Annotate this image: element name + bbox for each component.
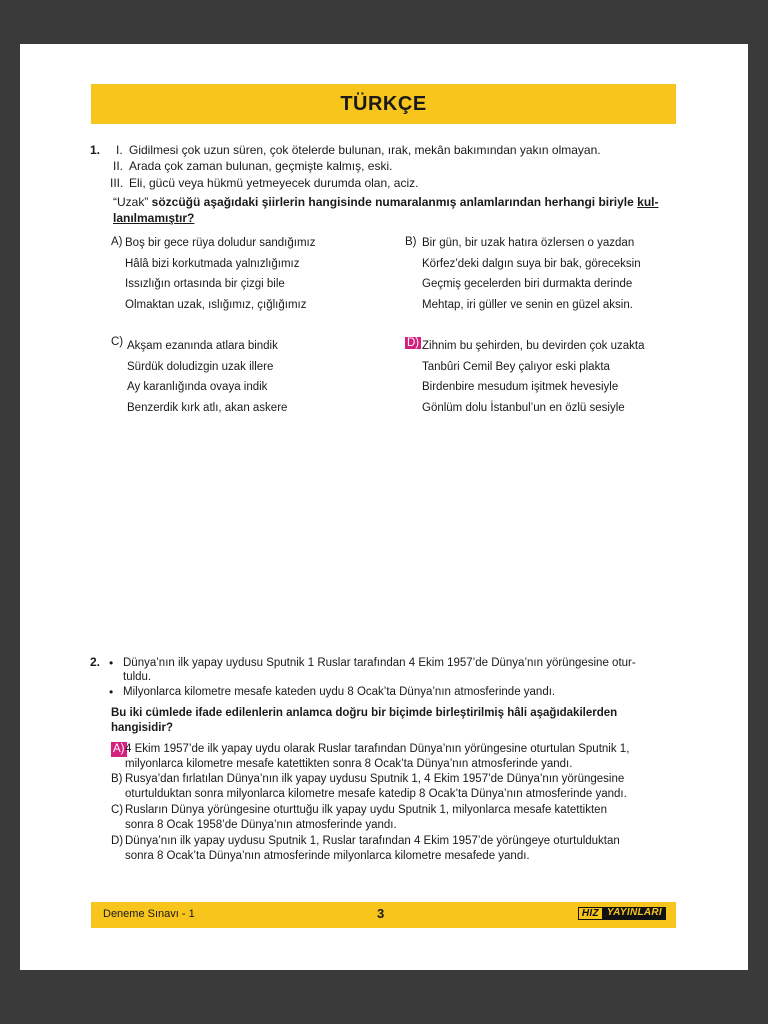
page-footer [91,902,676,928]
option-text: sonra 8 Ocak’ta Dünya’nın atmosferinde milyonlarca kilometre mesafede yandı. [125,850,530,862]
numbered-meaning: Eli, gücü veya hükmü yetmeyecek durumda olan, aciz. [129,176,419,190]
stem-continuation: lanılmamıştır? [113,211,195,225]
poem-line: Mehtap, iri güller ve senin en güzel aksin. [422,298,633,311]
option-label-marked: D) [407,337,420,349]
premise-continuation: tuldu. [123,671,152,683]
option-text: sonra 8 Ocak 1958’de Dünya’nın atmosferinde yandı. [125,819,397,831]
question-stem [113,194,659,210]
roman-numeral: I. [116,143,123,157]
stem-quote: “Uzak” [113,195,149,209]
option-label: B) [111,773,123,785]
exam-page [20,44,748,970]
exam-name: Deneme Sınavı - 1 [103,908,195,920]
premise-sentence: Milyonlarca kilometre mesafe kateden uydu 8 Ocak’ta Dünya’nın atmosferinde yandı. [123,686,556,698]
logo-part: YAYINLARI [603,907,666,920]
poem-line: Benzerdik kırk atlı, akan askere [127,401,288,414]
option-text: oturtulduktan sonra milyonlarca kilometre mesafe katedip 8 Ocak’ta Dünya’nın atmosferinde yandı. [125,788,627,800]
poem-line: Hâlâ bizi korkutmada yalnızlığımız [125,257,300,270]
option-label: C) [111,336,124,348]
poem-line: Bir gün, bir uzak hatıra özlersen o yazdan [422,237,635,249]
poem-line: Issızlığın ortasında bir çizgi bile [125,278,285,290]
poem-line: Olmaktan uzak, ıslığımız, çığlığımız [125,298,307,311]
bullet-icon: • [109,656,114,670]
roman-numeral: II. [113,159,124,173]
option-text: Rusya’dan fırlatılan Dünya’nın ilk yapay uydusu Sputnik 1, 4 Ekim 1957’de Dünya’nın yörüngesine [125,773,625,785]
poem-line: Geçmiş gecelerden biri durmakta derinde [422,278,633,290]
option-label-marked: A) [113,743,125,755]
poem-line: Zihnim bu şehirden, bu devirden çok uzakta [422,340,645,352]
publisher-logo [578,907,666,920]
premise-sentence: Dünya’nın ilk yapay uydusu Sputnik 1 Ruslar tarafından 4 Ekim 1957’de Dünya’nın yörüngesine otur- [123,657,636,669]
option-text: milyonlarca kilometre mesafe katettikten sonra 8 Ocak’ta Dünya’nın atmosferinde yandı. [125,758,573,770]
poem-line: Birdenbire mesudum işitmek hevesiyle [422,381,619,393]
option-text: Dünya’nın ilk yapay uydusu Sputnik 1, Ruslar tarafından 4 Ekim 1957’de yörüngeye oturtulduktan [125,835,620,847]
stem-text: sözcüğü aşağıdaki şiirlerin hangisinde numaralanmış anlamlarından herhangi biriyle [148,195,638,209]
option-text: 4 Ekim 1957’de ilk yapay uydu olarak Ruslar tarafından Dünya’nın yörüngesine oturtulan Sputnik 1, [125,743,630,755]
stem-underlined: kul- [637,195,659,209]
question-number: 2. [90,655,101,669]
option-label: A) [111,236,123,248]
poem-line: Gönlüm dolu İstanbul’un en özlü sesiyle [422,401,625,414]
subject-title: TÜRKÇE [340,92,427,115]
poem-line: Körfez’deki dalgın suya bir bak, göreceksin [422,257,641,270]
option-label: D) [111,835,124,847]
roman-numeral: III. [110,176,124,190]
poem-line: Boş bir gece rüya doludur sandığımız [125,237,316,249]
poem-line: Tanbûri Cemil Bey çalıyor eski plakta [422,360,610,373]
option-label: B) [405,236,417,248]
numbered-meaning: Gidilmesi çok uzun süren, çok ötelerde bulunan, ırak, mekân bakımından yakın olmayan. [129,143,601,157]
numbered-meaning: Arada çok zaman bulunan, geçmişte kalmış, eski. [129,159,393,173]
page-number: 3 [377,906,385,921]
option-label: C) [111,804,124,816]
poem-line: Ay karanlığında ovaya indik [127,381,268,393]
question-stem: Bu iki cümlede ifade edilenlerin anlamca doğru bir biçimde birleştirilmiş hâli aşağıdakilerden [111,707,618,719]
poem-line: Sürdük doludizgin uzak illere [127,360,274,373]
poem-line: Akşam ezanında atlara bindik [127,340,278,352]
bullet-icon: • [109,685,114,699]
logo-part: HIZ [578,907,603,920]
subject-header [91,84,676,124]
question-stem: hangisidir? [111,722,173,734]
option-text: Rusların Dünya yörüngesine oturttuğu ilk yapay uydu Sputnik 1, milyonlarca mesafe katettikten [125,804,607,816]
question-number: 1. [90,143,101,157]
